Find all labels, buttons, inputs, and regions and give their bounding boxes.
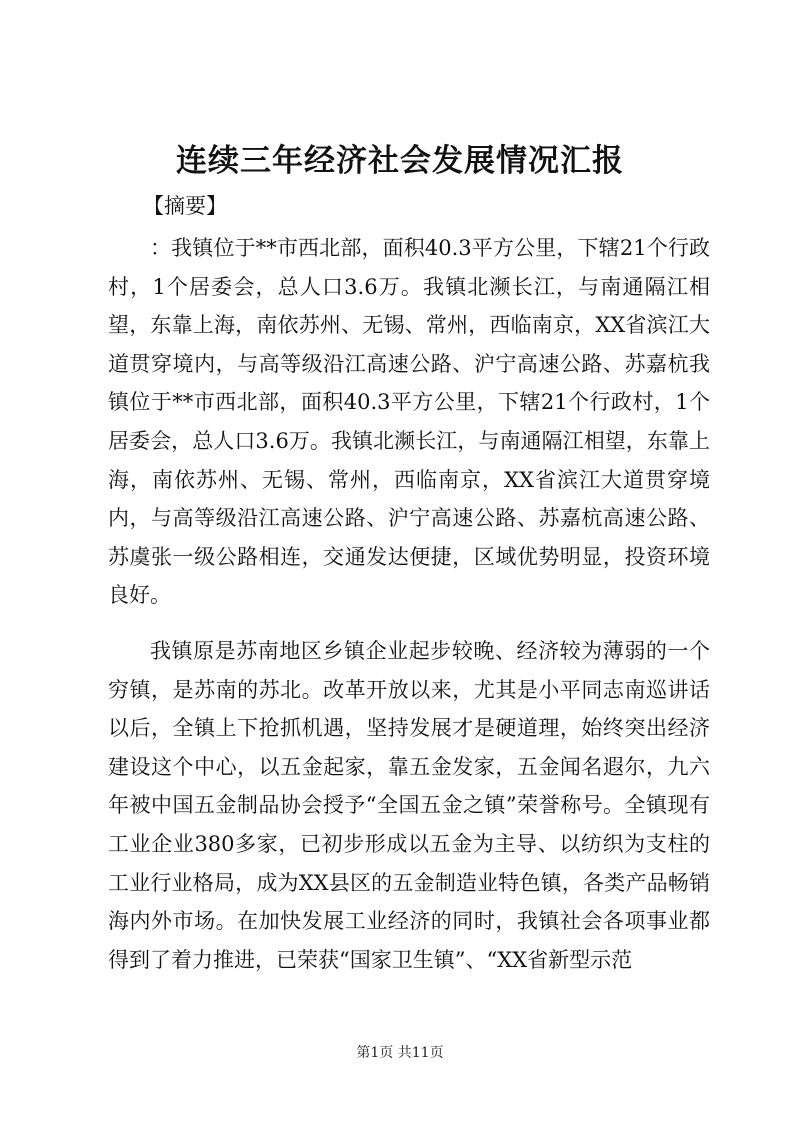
document-title: 连续三年经济社会发展情况汇报 [176,143,624,179]
abstract-label: 【摘要】 [143,194,227,218]
page-indicator: 第1页 共11页 [356,1045,444,1061]
body-paragraph-2: 我镇原是苏南地区乡镇企业起步较晚、经济较为薄弱的一个穷镇，是苏南的苏北。改革开放以来，尤其是小平同志南巡讲话以后，全镇上下抢抓机遇，坚持发展才是硬道理，始终突出经济建设这个中心，以五金起家，靠五金发家，五金闻名遐尔，九六年被中国五金制品协会授予“全国五金之镇”荣誉称号。全镇现有工业企业380多家，已初步形成以五金为主导、以纺织为支柱的工业行业格局，成为XX县区的五金制造业特色镇，各类产品畅销海内外市场。在加快发展工业经济的同时，我镇社会各项事业都得到了着力推进，已荣获“国家卫生镇”、“XX省新型示范 [108,639,710,972]
body-paragraph-1: ：我镇位于**市西北部，面积40.3平方公里，下辖21个行政村，1个居委会，总人口3.6万。我镇北濒长江，与南通隔江相望，东靠上海，南依苏州、无锡、常州，西临南京，XX省滨江大道贯穿境内，与高等级沿江高速公路、沪宁高速公路、苏嘉杭我镇位于**市西北部，面积40.3平方公里，下辖21个行政村，1个居委会，总人口3.6万。我镇北濒长江，与南通隔江相望，东靠上海，南依苏州、无锡、常州，西临南京，XX省滨江大道贯穿境内，与高等级沿江高速公路、沪宁高速公路、苏嘉杭高速公路、苏虞张一级公路相连，交通发达便捷，区域优势明显，投资环境良好。 [108,236,710,608]
